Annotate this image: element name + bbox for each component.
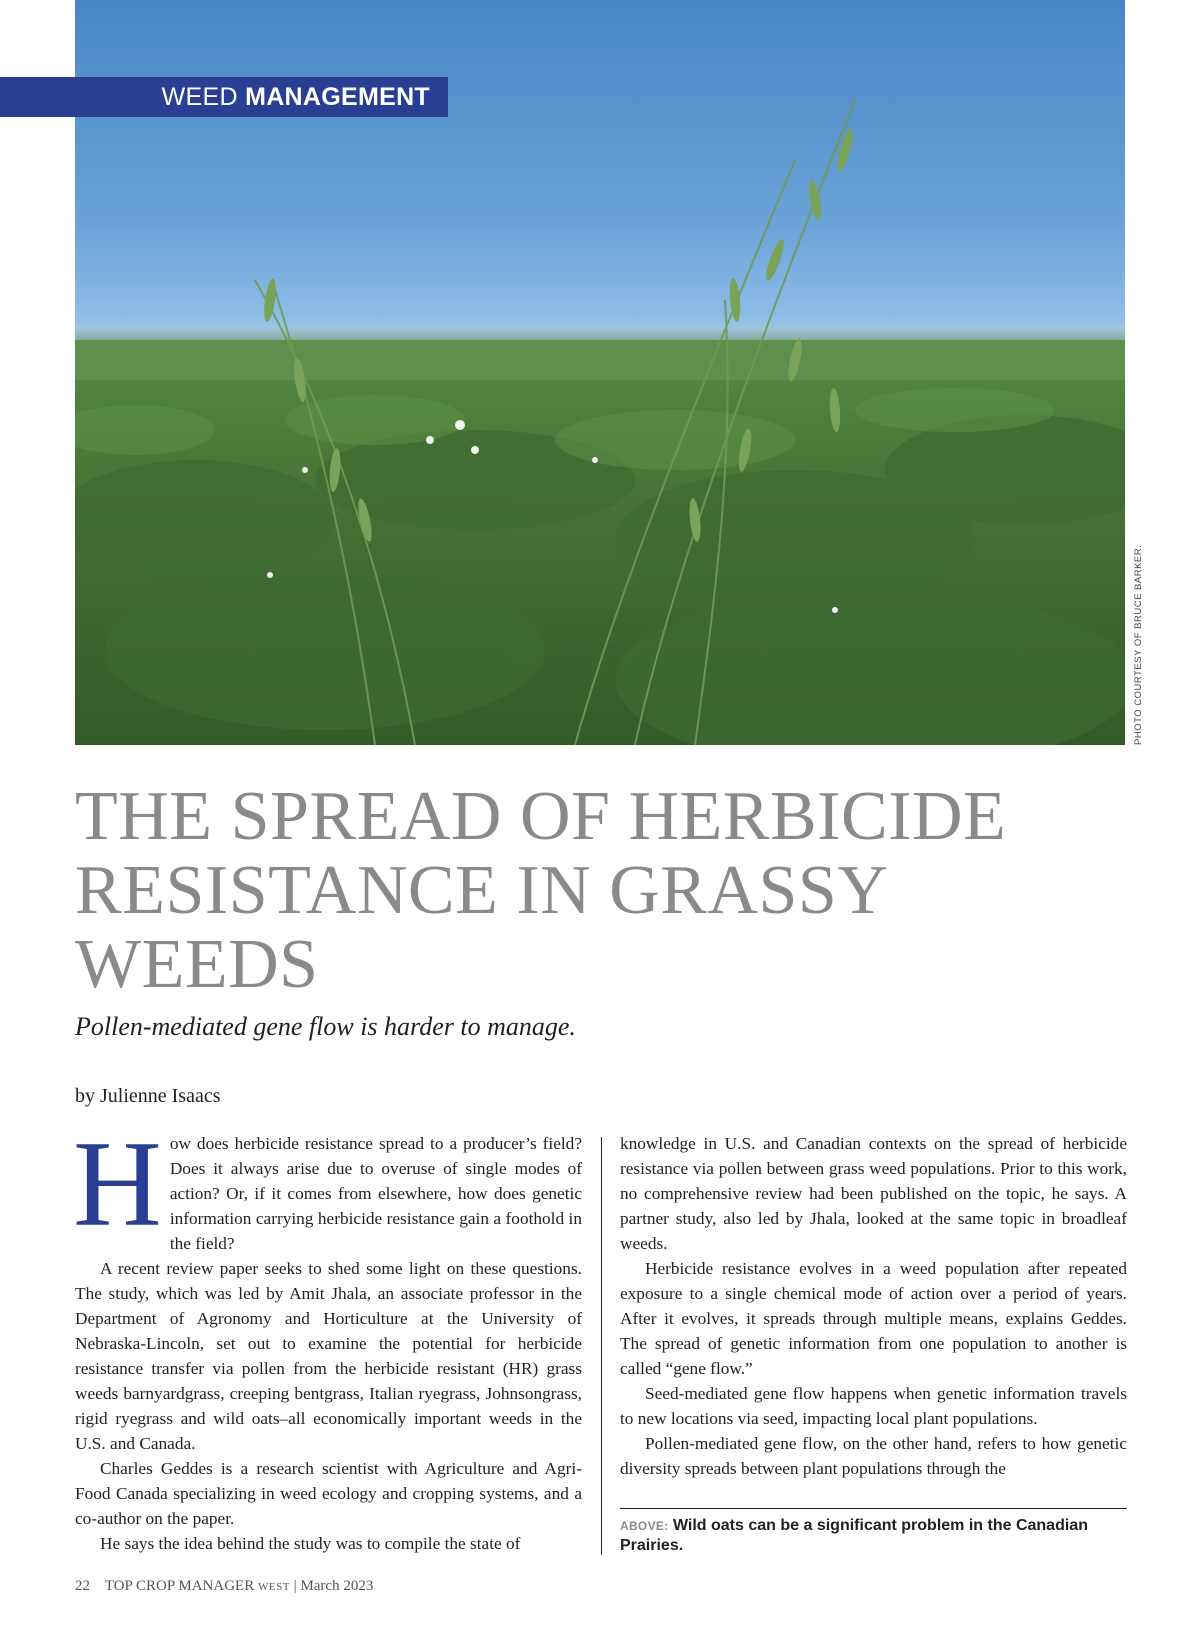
- paragraph: Seed-mediated gene flow happens when genetic information travels to new locations via seed, impacting local plant populations.: [620, 1384, 1127, 1428]
- paragraph: Charles Geddes is a research scientist with Agriculture and Agri-Food Canada specializing in weed ecology and cropping systems, and a co-author on the paper.: [75, 1459, 582, 1528]
- caption-divider: [620, 1508, 1127, 1509]
- paragraph: A recent review paper seeks to shed some light on these questions. The study, which was led by Amit Jhala, an associate professor in the Department of Agronomy and Horticulture at the University of Nebraska-Lincoln, set out to examine the potential for herbicide resistance transfer via pollen from the herbicide resistant (HR) grass weeds barnyardgrass, creeping bentgrass, Italian ryegrass, Johnsongrass, rigid ryegrass and wild oats–all economically important weeds in the U.S. and Canada.: [75, 1259, 582, 1453]
- page-number: 22: [75, 1578, 90, 1594]
- article-title: THE SPREAD OF HERBICIDE RESISTANCE IN GRASSY WEEDS: [75, 778, 1007, 1003]
- issue-date: March 2023: [300, 1578, 374, 1594]
- section-word-management: MANAGEMENT: [245, 83, 430, 111]
- photo-credit: PHOTO COURTESY OF BRUCE BARKER.: [1133, 544, 1144, 745]
- section-word-weed: WEED: [161, 83, 238, 111]
- publication-name: TOP CROP MANAGER: [104, 1578, 255, 1594]
- paragraph: [73, 1115, 582, 1256]
- article-subtitle: Pollen-mediated gene flow is harder to manage.: [75, 1012, 576, 1041]
- article-column-1: [73, 1115, 582, 1556]
- page-footer: [75, 1578, 373, 1595]
- article-byline: by Julienne Isaacs: [75, 1085, 221, 1107]
- photo-caption: [620, 1516, 1130, 1556]
- article-column-2: [620, 1131, 1127, 1481]
- caption-text: Wild oats can be a significant problem in the Canadian Prairies.: [620, 1517, 1088, 1554]
- paragraph: He says the idea behind the study was to compile the state of: [100, 1534, 521, 1553]
- caption-label: ABOVE:: [620, 1519, 669, 1533]
- section-label: [0, 77, 448, 117]
- paragraph-text: ow does herbicide resistance spread to a producer’s field? Does it always arise due to overuse of single modes of action? Or, if it comes from elsewhere, how does genetic information carrying herbicide resistance gain a foothold in the field?: [169, 1134, 582, 1253]
- publication-edition: WEST: [257, 1581, 290, 1593]
- paragraph: Pollen-mediated gene flow, on the other hand, refers to how genetic diversity spreads between plant populations through the: [620, 1434, 1127, 1478]
- paragraph: knowledge in U.S. and Canadian contexts on the spread of herbicide resistance via pollen between grass weed populations. Prior to this work, no comprehensive review had been published on the topic, he says. A partner study, also led by Jhala, looked at the same topic in broadleaf weeds.: [620, 1134, 1127, 1253]
- paragraph: Herbicide resistance evolves in a weed population after repeated exposure to a single chemical mode of action over a period of years. After it evolves, it spreads through multiple means, explains Geddes. The spread of genetic information from one population to another is called “gene flow.”: [620, 1259, 1127, 1378]
- column-divider: [601, 1137, 602, 1555]
- footer-separator: |: [293, 1578, 297, 1594]
- drop-cap: H: [73, 1115, 162, 1252]
